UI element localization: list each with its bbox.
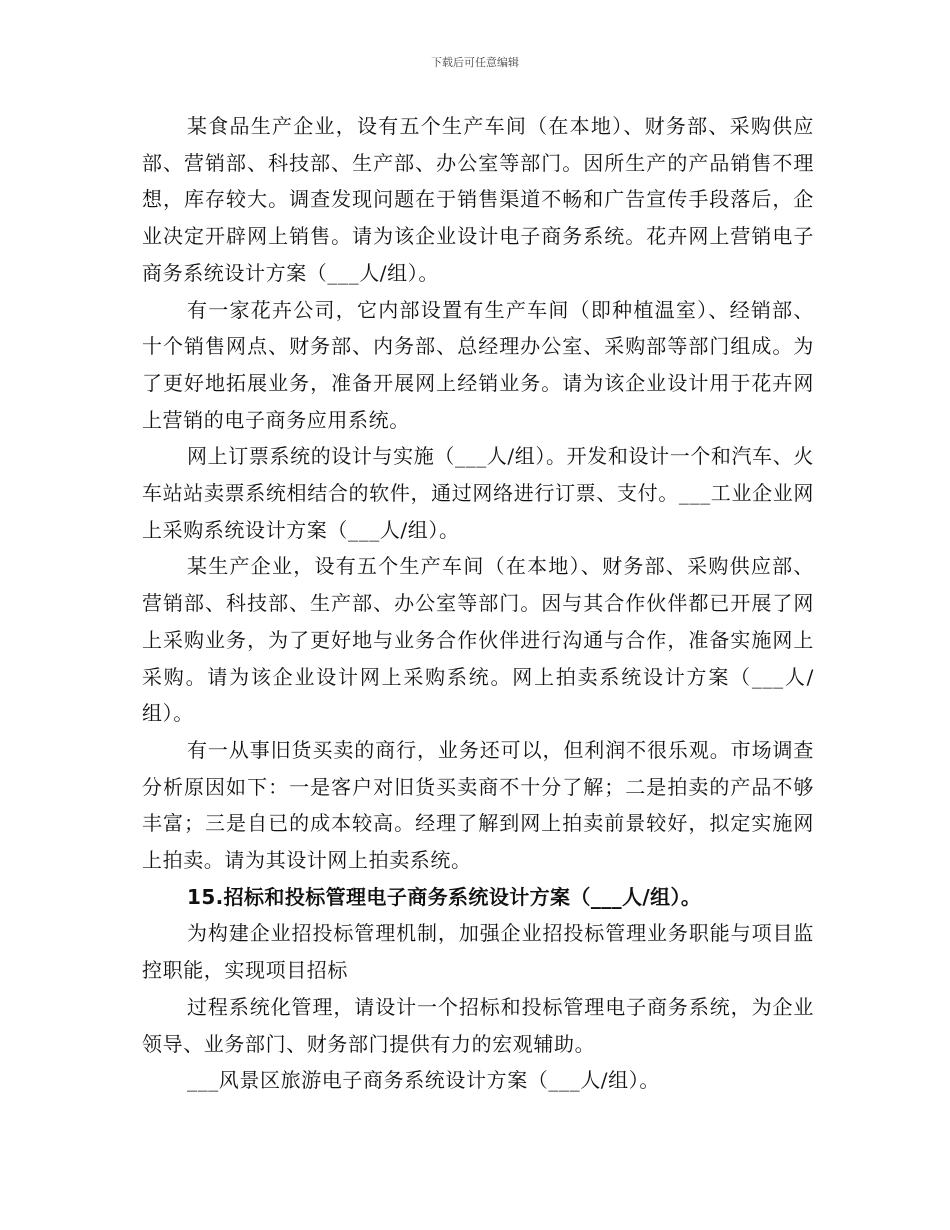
paragraph-bidding-detail: 过程系统化管理，请设计一个招标和投标管理电子商务系统，为企业领导、业务部门、财务部门提供有力的宏观辅助。 [142,994,814,1056]
page-header: 下载后可任意编辑 [431,56,519,69]
paragraph-food-enterprise: 某食品生产企业，设有五个生产车间（在本地）、财务部、采购供应部、营销部、科技部、生产部、办公室等部门。因所生产的产品销售不理想，库存较大。调查发现问题在于销售渠道不畅和广告宣传手段落后，企业决定开辟网上销售。请为该企业设计电子商务系统。花卉网上营销电子商务系统设计方案（___人/组）。 [142,114,814,285]
paragraph-bidding-intro: 为构建企业招投标管理机制，加强企业招投标管理业务职能与项目监控职能，实现项目招标 [142,921,814,983]
paragraph-auction: 有一从事旧货买卖的商行，业务还可以，但利润不很乐观。市场调查分析原因如下：一是客户对旧货买卖商不十分了解；二是拍卖的产品不够丰富；三是自已的成本较高。经理了解到网上拍卖前景较好，拟定实施网上拍卖。请为其设计网上拍卖系统。 [142,737,814,873]
paragraph-tourism: ___风景区旅游电子商务系统设计方案（___人/组）。 [187,1068,660,1093]
paragraph-ticket-system: 网上订票系统的设计与实施（___人/组）。开发和设计一个和汽车、火车站站卖票系统相结合的软件，通过网络进行订票、支付。___工业企业网上采购系统设计方案（___人/组）。 [142,444,814,542]
section-heading-bidding: 15.招标和投标管理电子商务系统设计方案（___人/组）。 [187,884,702,909]
paragraph-procurement: 某生产企业，设有五个生产车间（在本地）、财务部、采购供应部、营销部、科技部、生产部、办公室等部门。因与其合作伙伴都已开展了网上采购业务，为了更好地与业务合作伙伴进行沟通与合作，准备实施网上采购。请为该企业设计网上采购系统。网上拍卖系统设计方案（___人/组）。 [142,554,814,726]
document-body [142,108,814,1099]
paragraph-flower-company: 有一家花卉公司，它内部设置有生产车间（即种植温室）、经销部、十个销售网点、财务部、内务部、总经理办公室、采购部等部门组成。为了更好地拓展业务，准备开展网上经销业务。请为该企业设计用于花卉网上营销的电子商务应用系统。 [142,297,814,432]
